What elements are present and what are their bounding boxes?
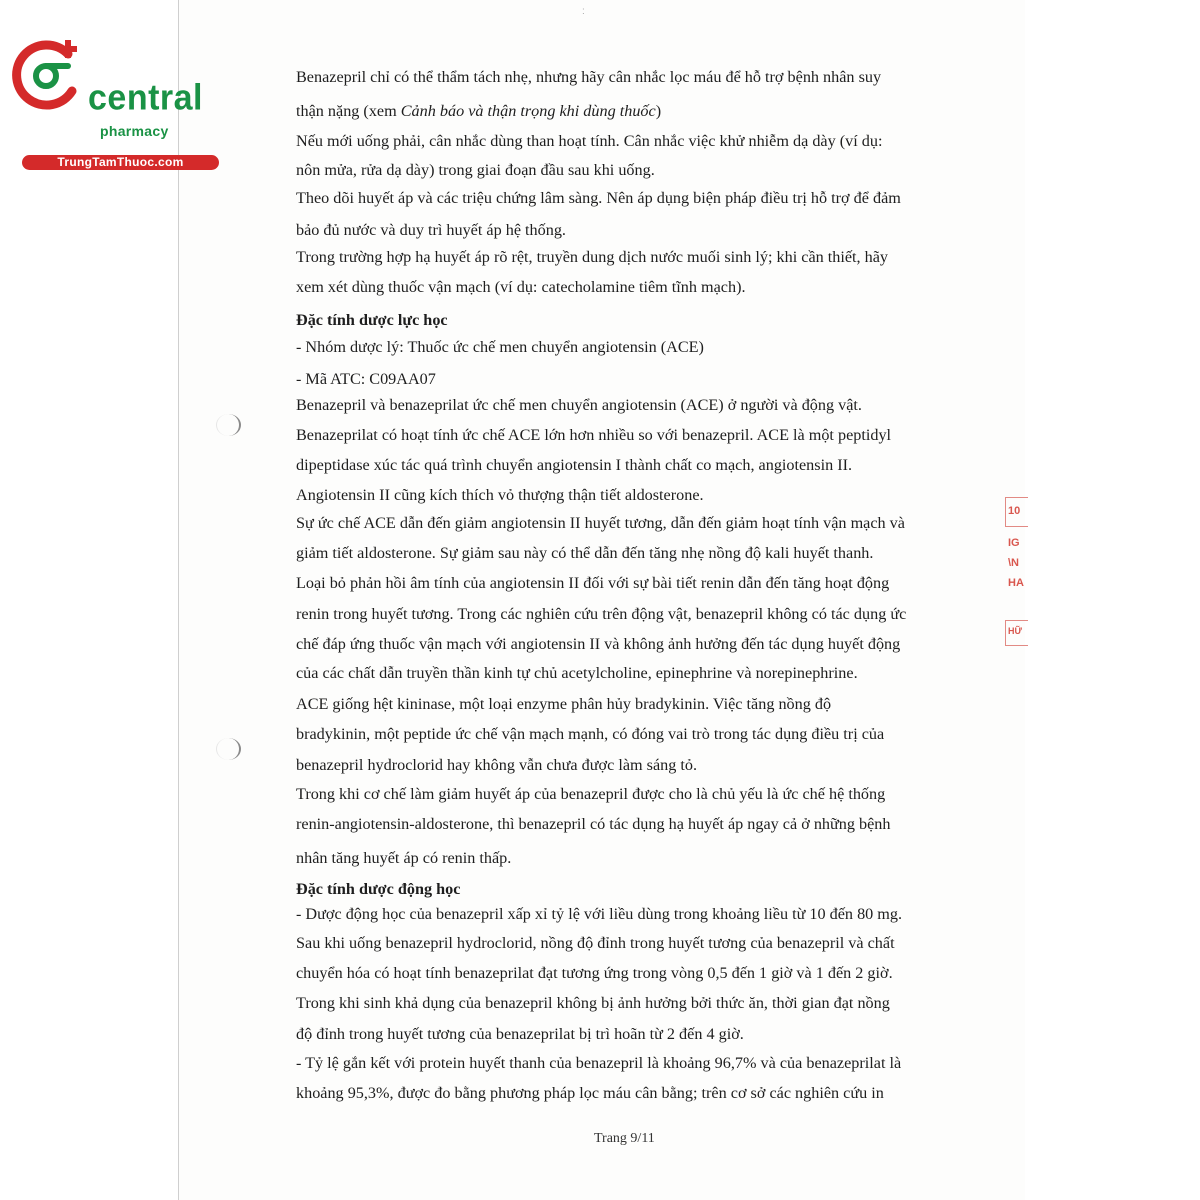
text-line: giảm tiết aldosterone. Sự giảm sau này có thể dẫn đến tăng nhẹ nồng độ kali huyết thanh. bbox=[296, 544, 874, 562]
text-line: Sự ức chế ACE dẫn đến giảm angiotensin II huyết tương, dẫn đến giảm hoạt tính vận mạch và bbox=[296, 514, 905, 532]
section-heading: Đặc tính dược lực học bbox=[296, 311, 448, 329]
text-line: dipeptidase xúc tác quá trình chuyển angiotensin I thành chất co mạch, angiotensin II. bbox=[296, 456, 853, 474]
document-page bbox=[178, 0, 1026, 1200]
text-line: xem xét dùng thuốc vận mạch (ví dụ: catecholamine tiêm tĩnh mạch). bbox=[296, 278, 746, 296]
binder-hole bbox=[216, 738, 241, 760]
text-line: độ đỉnh trong huyết tương của benazeprilat bị trì hoãn từ 2 đến 4 giờ. bbox=[296, 1025, 744, 1043]
left-margin bbox=[0, 0, 178, 1200]
text-line: thận nặng (xem Cảnh báo và thận trọng khi dùng thuốc) bbox=[296, 102, 662, 120]
text-line: chuyển hóa có hoạt tính benazeprilat đạt tương ứng trong vòng 0,5 đến 1 giờ và 1 đến 2 giờ. bbox=[296, 964, 893, 982]
text-line: Benazepril và benazeprilat ức chế men chuyển angiotensin (ACE) ở người và động vật. bbox=[296, 396, 862, 414]
text-line: renin-angiotensin-aldosterone, thì benazepril có tác dụng hạ huyết áp ngay cả ở những bệnh bbox=[296, 815, 891, 833]
text-line: bradykinin, một peptide ức chế vận mạch mạnh, có đóng vai trò trong tác dụng điều trị của bbox=[296, 725, 885, 743]
logo-url-badge: TrungTamThuoc.com bbox=[22, 155, 219, 170]
text-line: của các chất dẫn truyền thần kinh tự chủ acetylcholine, epinephrine và norepinephrine. bbox=[296, 664, 858, 682]
section-heading: Đặc tính dược động học bbox=[296, 880, 461, 898]
text-line: - Nhóm dược lý: Thuốc ức chế men chuyển angiotensin (ACE) bbox=[296, 338, 704, 356]
stamp-fragment: HỮ bbox=[1008, 626, 1022, 636]
text-line: Benazeprilat có hoạt tính ức chế ACE lớn hơn nhiều so với benazepril. ACE là một peptidyl bbox=[296, 426, 892, 444]
text-line: ACE giống hệt kininase, một loại enzyme phân hủy bradykinin. Việc tăng nồng độ bbox=[296, 695, 832, 713]
text-line: nôn mửa, rửa dạ dày) trong giai đoạn đầu sau khi uống. bbox=[296, 161, 655, 179]
text-line: khoảng 95,3%, được đo bằng phương pháp lọc máu cân bằng; trên cơ sở các nghiên cứu in bbox=[296, 1084, 884, 1102]
central-pharmacy-logo bbox=[10, 36, 215, 169]
right-margin bbox=[1025, 0, 1200, 1200]
text-line: renin trong huyết tương. Trong các nghiên cứu trên động vật, benazepril không có tác dụng ức bbox=[296, 605, 907, 623]
text-line: benazepril hydroclorid hay không vẫn chưa được làm sáng tỏ. bbox=[296, 756, 697, 774]
text-line: Angiotensin II cũng kích thích vỏ thượng thận tiết aldosterone. bbox=[296, 486, 704, 504]
stamp-fragment: 10 bbox=[1008, 505, 1021, 517]
page-number: Trang 9/11 bbox=[594, 1131, 655, 1146]
text-line: - Tỷ lệ gắn kết với protein huyết thanh của benazepril là khoảng 96,7% và của benazeprilat là bbox=[296, 1054, 902, 1072]
logo-mark-icon bbox=[10, 36, 90, 116]
text-line: - Dược động học của benazepril xấp xỉ tỷ lệ với liều dùng trong khoảng liều từ 10 đến 80 mg. bbox=[296, 905, 903, 923]
text-line: Nếu mới uống phải, cân nhắc dùng than hoạt tính. Cân nhắc việc khử nhiễm dạ dày (ví dụ: bbox=[296, 132, 883, 150]
text-line: Trong trường hợp hạ huyết áp rõ rệt, truyền dung dịch nước muối sinh lý; khi cần thiết, hãy bbox=[296, 248, 889, 266]
text-line: Theo dõi huyết áp và các triệu chứng lâm sàng. Nên áp dụng biện pháp điều trị hỗ trợ để đảm bbox=[296, 189, 901, 207]
stamp-fragment: HA bbox=[1008, 577, 1024, 589]
stamp-fragment: IG bbox=[1008, 537, 1020, 549]
text-line: - Mã ATC: C09AA07 bbox=[296, 370, 436, 388]
stamp-fragment: \N bbox=[1008, 557, 1019, 569]
text-line: Loại bỏ phản hồi âm tính của angiotensin II đối với sự bài tiết renin dẫn đến tăng hoạt động bbox=[296, 574, 890, 592]
text-line: Sau khi uống benazepril hydroclorid, nồng độ đỉnh trong huyết tương của benazepril và chất bbox=[296, 934, 895, 952]
text-line: Trong khi cơ chế làm giảm huyết áp của benazepril được cho là chủ yếu là ức chế hệ thống bbox=[296, 785, 886, 803]
text-line: chế đáp ứng thuốc vận mạch với angiotensin II và không ảnh hưởng đến tác dụng huyết động bbox=[296, 635, 901, 653]
text-line: Benazepril chỉ có thể thẩm tách nhẹ, nhưng hãy cân nhắc lọc máu để hỗ trợ bệnh nhân suy bbox=[296, 68, 882, 86]
text-line: bảo đủ nước và duy trì huyết áp hệ thống. bbox=[296, 221, 566, 239]
binder-hole bbox=[216, 414, 241, 436]
text-line: Trong khi sinh khả dụng của benazepril không bị ảnh hưởng bởi thức ăn, thời gian đạt nồng bbox=[296, 994, 890, 1012]
text-line: nhân tăng huyết áp có renin thấp. bbox=[296, 849, 512, 867]
logo-subtitle: pharmacy bbox=[100, 123, 169, 139]
scan-mark: : bbox=[582, 6, 585, 17]
logo-name: central bbox=[88, 77, 203, 118]
